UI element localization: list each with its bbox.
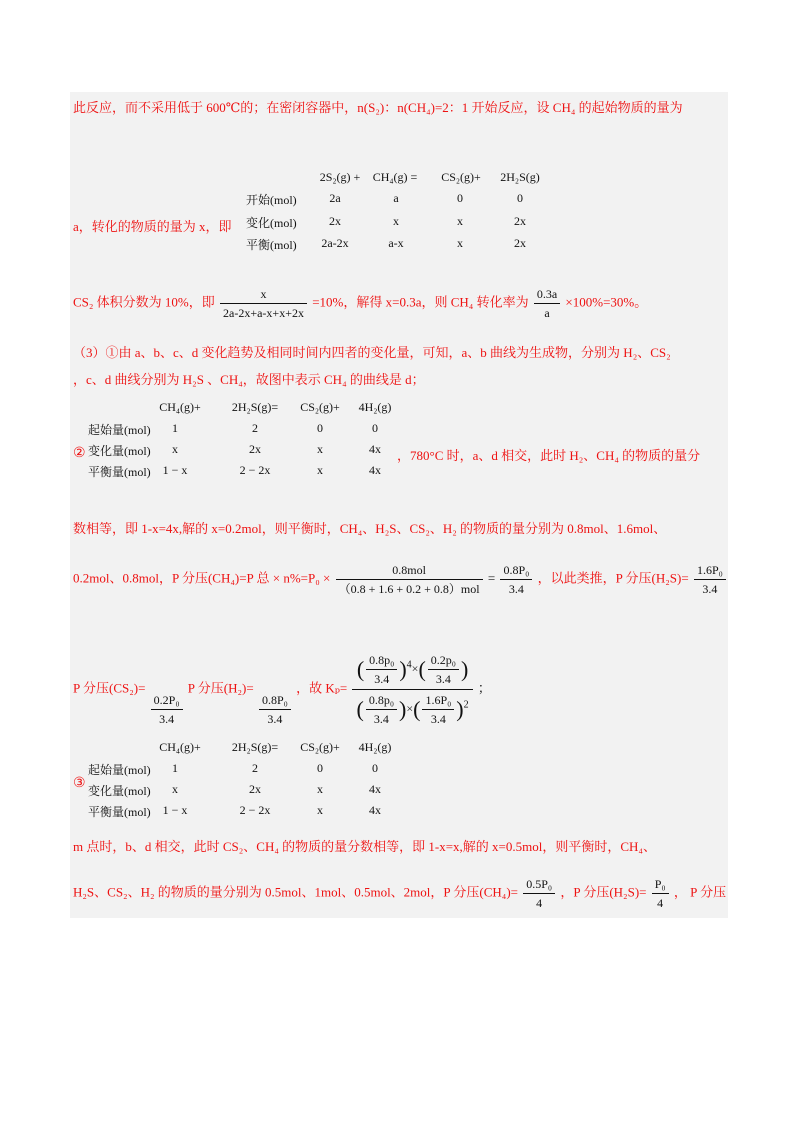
text-line-8 — [73, 562, 728, 597]
t1-r2-label: 平衡(mol) — [246, 238, 297, 252]
t2-h3: 4H₂(g) — [358, 400, 392, 414]
line3-mid: =10%，解得 x=0.3a，则 CH₄ 转化率为 — [312, 294, 529, 310]
frac-den: 3.4 — [702, 582, 718, 596]
t2-h2: CS₂(g)+ — [300, 400, 340, 414]
kp-expression — [352, 652, 472, 727]
t1-r2-c1: a-x — [388, 236, 404, 250]
t2-r0-c3: 0 — [372, 421, 378, 435]
line8-end: ，以此类推，P 分压(H₂S)= — [537, 570, 689, 586]
t2-r0-label: 起始量(mol) — [88, 423, 151, 437]
frac-den: 3.4 — [430, 712, 446, 726]
frac-den: 3.4 — [435, 672, 451, 686]
fraction-p-ch4 — [500, 562, 532, 597]
fraction-conversion — [534, 286, 560, 321]
line12-pre: H₂S、CS₂、H₂ 的物质的量分别为 0.5mol、1mol、0.5mol、2mol，P 分压(CH₄)= — [73, 884, 518, 900]
frac-den: 3.4 — [373, 712, 389, 726]
equilibrium-table-2 — [85, 400, 405, 484]
t3-h0: CH₄(g)+ — [159, 740, 201, 754]
frac-den: 3.4 — [267, 712, 283, 726]
frac-den: 4 — [536, 896, 543, 910]
kp-denominator: ( $\frac{\text{0.8p₀}}{3.4}$ )×( $\frac{\text{1.6P₀}}{3.4}$ )$^2$ — [356, 693, 469, 726]
t1-r0-label: 开始(mol) — [246, 193, 297, 207]
t3-r0-c3: 0 — [372, 761, 378, 775]
fraction-p-h2s — [694, 562, 726, 597]
text-line-5: ，c、d 曲线分别为 H₂S 、CH₄，故图中表示 CH₄ 的曲线是 d； — [73, 372, 425, 387]
t2-h0: CH₄(g)+ — [159, 400, 201, 414]
text-line-6-end: ，780°C 时，a、d 相交，此时 H₂、CH₄ 的物质的量分 — [397, 448, 701, 463]
t1-r2-c2: x — [457, 236, 463, 250]
fraction-p-cs2 — [151, 692, 183, 727]
t2-r0-c1: 2 — [252, 421, 258, 435]
marker-3: ③ — [73, 776, 86, 791]
fraction-mol — [336, 562, 483, 597]
t2-r1-label: 变化量(mol) — [88, 444, 151, 458]
t3-r1-c3: 4x — [369, 782, 381, 796]
t2-r1-c0: x — [172, 442, 178, 456]
t3-h2: CS₂(g)+ — [300, 740, 340, 754]
t2-r0-c2: 0 — [317, 421, 323, 435]
t3-r0-c2: 0 — [317, 761, 323, 775]
line8-pre: 0.2mol、0.8mol，P 分压(CH₄)=P 总 × n%=P₀ × — [73, 570, 331, 586]
t3-r0-c0: 1 — [172, 761, 178, 775]
t3-r1-c2: x — [317, 782, 323, 796]
text-line-1: 此反应，而不采用低于 600℃的；在密闭容器中，n(S₂)：n(CH₄)=2：1 开始反应，设 CH₄ 的起始物质的量为 — [73, 100, 683, 115]
frac-den: 4 — [657, 896, 664, 910]
frac-num: 0.2P₀ — [151, 692, 183, 710]
text-line-11: m 点时，b、d 相交，此时 CS₂、CH₄ 的物质的量分数相等，即 1-x=x,解的 x=0.5mol，则平衡时，CH₄、 — [73, 839, 656, 854]
fraction-p-ch4-b — [523, 876, 555, 911]
text-line-3 — [73, 286, 647, 321]
t2-r2-c2: x — [317, 463, 323, 477]
line9-h2: P 分压(H₂)= — [187, 680, 254, 696]
t3-r2-c0: 1 − x — [162, 803, 188, 817]
line9-cs2: P 分压(CS₂)= — [73, 680, 146, 696]
frac-num: 0.8p₀ — [366, 652, 397, 670]
frac-den: 3.4 — [508, 582, 524, 596]
t2-r1-c2: x — [317, 442, 323, 456]
kp-d2 — [422, 692, 454, 727]
text-line-4: （3）①由 a、b、c、d 变化趋势及相同时间内四者的变化量，可知，a、b 曲线为生成物，分别为 H₂、CS₂ — [73, 345, 671, 360]
frac-num: 0.8mol — [336, 562, 483, 580]
t1-h1: CH₄(g) = — [372, 170, 418, 184]
t1-h2: CS₂(g)+ — [441, 170, 481, 184]
text-line-9 — [73, 652, 491, 727]
t2-r0-c0: 1 — [172, 421, 178, 435]
t3-r1-c0: x — [172, 782, 178, 796]
frac-den: a — [544, 306, 550, 320]
kp-exp-2: 2 — [463, 699, 469, 711]
t3-r1-label: 变化量(mol) — [88, 784, 151, 798]
t1-r1-c3: 2x — [514, 214, 526, 228]
t1-r2-c0: 2a-2x — [321, 236, 349, 250]
t1-r1-c0: 2x — [329, 214, 341, 228]
kp-n2 — [428, 652, 459, 687]
t1-r1-c1: x — [393, 214, 399, 228]
frac-num: 0.8P₀ — [259, 692, 291, 710]
t3-r2-label: 平衡量(mol) — [88, 805, 151, 819]
kp-d1 — [366, 692, 397, 727]
equilibrium-table-3 — [85, 740, 405, 824]
t2-r1-c1: 2x — [249, 442, 261, 456]
frac-num: 0.5P₀ — [523, 876, 555, 894]
t3-h3: 4H₂(g) — [358, 740, 392, 754]
kp-numerator: ( $\frac{\text{0.8p₀}}{3.4}$ )$^4$×( $\frac{\text{0.2p₀}}{3.4}$ ) — [352, 652, 472, 690]
t1-r0-c3: 0 — [517, 191, 523, 205]
marker-2: ② — [73, 446, 86, 461]
kp-exp-4: 4 — [406, 659, 412, 671]
equilibrium-table-1 — [240, 170, 560, 262]
t1-r1-label: 变化(mol) — [246, 216, 297, 230]
t3-r2-c3: 4x — [369, 803, 381, 817]
line3-end: ×100%=30%。 — [565, 294, 648, 310]
text-line-2: a，转化的物质的量为 x，即 — [73, 219, 232, 234]
fraction-volume — [220, 286, 307, 321]
frac-den: 3.4 — [374, 672, 390, 686]
line9-kp: ，故 Kₚ= — [296, 680, 348, 696]
t2-h1: 2H₂S(g)= — [231, 400, 279, 414]
t2-r2-c1: 2 − 2x — [239, 463, 271, 477]
t1-r0-c0: 2a — [329, 191, 341, 205]
t3-r0-c1: 2 — [252, 761, 258, 775]
frac-num: x — [220, 286, 307, 304]
t3-h1: 2H₂S(g)= — [231, 740, 279, 754]
line8-mid: = — [487, 570, 496, 586]
t1-h0: 2S₂(g) + — [319, 170, 361, 184]
line9-end: ； — [477, 680, 491, 696]
text-line-7: 数相等，即 1-x=4x,解的 x=0.2mol，则平衡时，CH₄、H₂S、CS₂、H₂ 的物质的量分别为 0.8mol、1.6mol、 — [73, 521, 667, 536]
t1-r1-c2: x — [457, 214, 463, 228]
frac-den: （0.8 + 1.6 + 0.2 + 0.8）mol — [338, 582, 480, 596]
frac-num: 0.8P₀ — [500, 562, 532, 580]
frac-num: 1.6P₀ — [422, 692, 454, 710]
frac-num: P₀ — [652, 876, 669, 894]
t2-r2-c0: 1 − x — [162, 463, 188, 477]
frac-num: 0.2p₀ — [428, 652, 459, 670]
frac-den: 3.4 — [159, 712, 175, 726]
frac-num: 0.3a — [534, 286, 560, 304]
line12-end: ， P 分压 — [673, 884, 727, 900]
fraction-p-h2s-b — [652, 876, 669, 911]
kp-n1 — [366, 652, 397, 687]
frac-num: 0.8p₀ — [366, 692, 397, 710]
t3-r2-c2: x — [317, 803, 323, 817]
t2-r2-c3: 4x — [369, 463, 381, 477]
t2-r2-label: 平衡量(mol) — [88, 465, 151, 479]
t1-r0-c2: 0 — [457, 191, 463, 205]
t1-r2-c3: 2x — [514, 236, 526, 250]
text-line-12 — [73, 876, 726, 911]
frac-den: 2a-2x+a-x+x+2x — [223, 306, 304, 320]
t1-h3: 2H₂S(g) — [500, 170, 540, 184]
t1-r0-c1: a — [393, 191, 399, 205]
line3-pre: CS₂ 体积分数为 10%，即 — [73, 294, 215, 310]
t3-r0-label: 起始量(mol) — [88, 763, 151, 777]
fraction-p-h2 — [259, 692, 291, 727]
t3-r1-c1: 2x — [249, 782, 261, 796]
line12-mid: ，P 分压(H₂S)= — [560, 884, 647, 900]
frac-num: 1.6P₀ — [694, 562, 726, 580]
t2-r1-c3: 4x — [369, 442, 381, 456]
t3-r2-c1: 2 − 2x — [239, 803, 271, 817]
